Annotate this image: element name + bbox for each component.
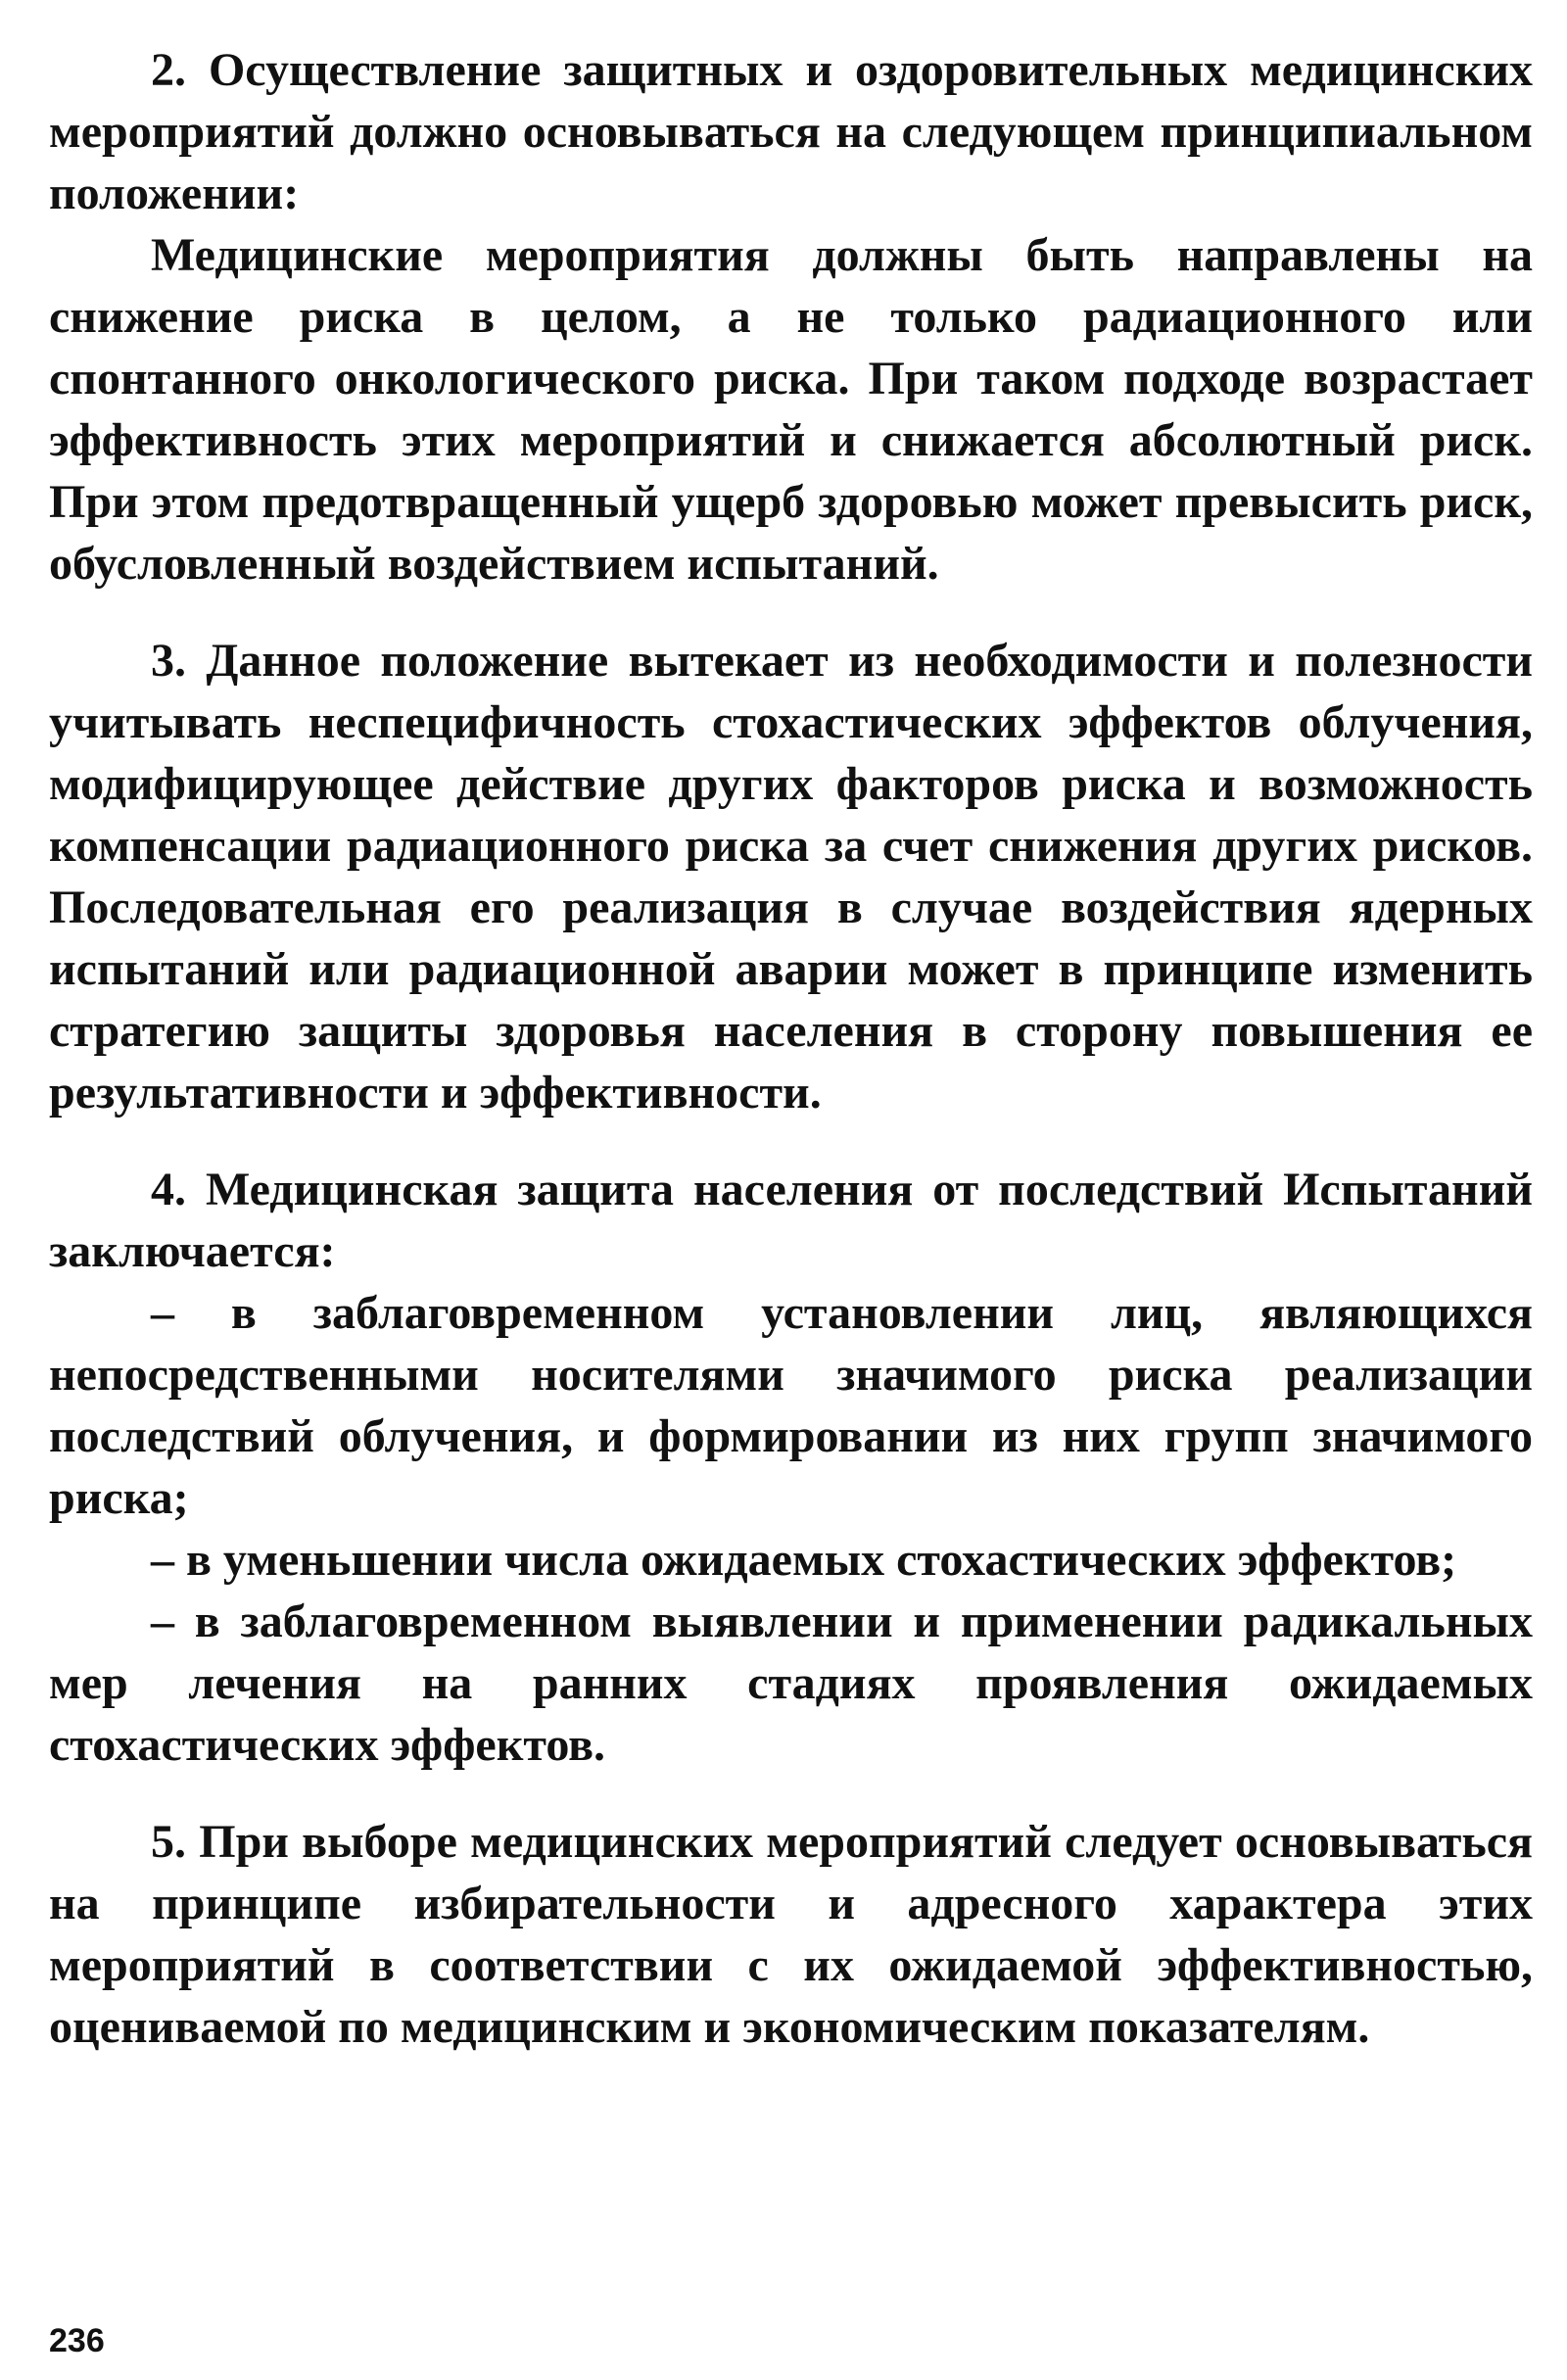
paragraph-item-2: 2. Осуществление защитных и оздоровительных медицинских мероприятий должно основываться на следующем принципиальном положении: [49,44,1533,219]
paragraph-item-5: 5. При выборе медицинских мероприятий следует основываться на принципе избирательности и адресного характера этих мероприятий в соответствии с их ожидаемой эффективностью, оцениваемой по медицинским и экономическим показателям. [49,1816,1533,2053]
list-item-early-treatment: – в заблаговременном выявлении и применении радикальных мер лечения на ранних стадиях проявления ожидаемых стохастических эффектов. [49,1595,1533,1771]
paragraph-item-4: 4. Медицинская защита населения от последствий Испытаний заключается: [49,1164,1533,1277]
document-page [49,39,1533,2341]
paragraph-item-2-principle: Медицинские мероприятия должны быть направлены на снижение риска в целом, а не только радиационного или спонтанного онкологического риска. При таком подходе возрастает эффективность этих мероприятий и снижается абсолютный риск. При этом предотвращенный ущерб здоровью может превысить риск, обусловленный воздействием испытаний. [49,229,1533,590]
list-item-reduce-effects: – в уменьшении числа ожидаемых стохастических эффектов; [151,1534,1457,1586]
paragraph-item-3: 3. Данное положение вытекает из необходимости и полезности учитывать неспецифичность стохастических эффектов облучения, модифицирующее действие других факторов риска и возможность компенсации радиационного риска за счет снижения других рисков. Последовательная его реализация в случае воздействия ядерных испытаний или радиационной аварии может в принципе изменить стратегию защиты здоровья населения в сторону повышения ее результативности и эффективности. [49,635,1533,1119]
list-item-risk-groups: – в заблаговременном установлении лиц, являющихся непосредственными носителями значимого риска реализации последствий облучения, и формировании из них групп значимого риска; [49,1287,1533,1524]
page-number: 236 [49,2322,105,2359]
